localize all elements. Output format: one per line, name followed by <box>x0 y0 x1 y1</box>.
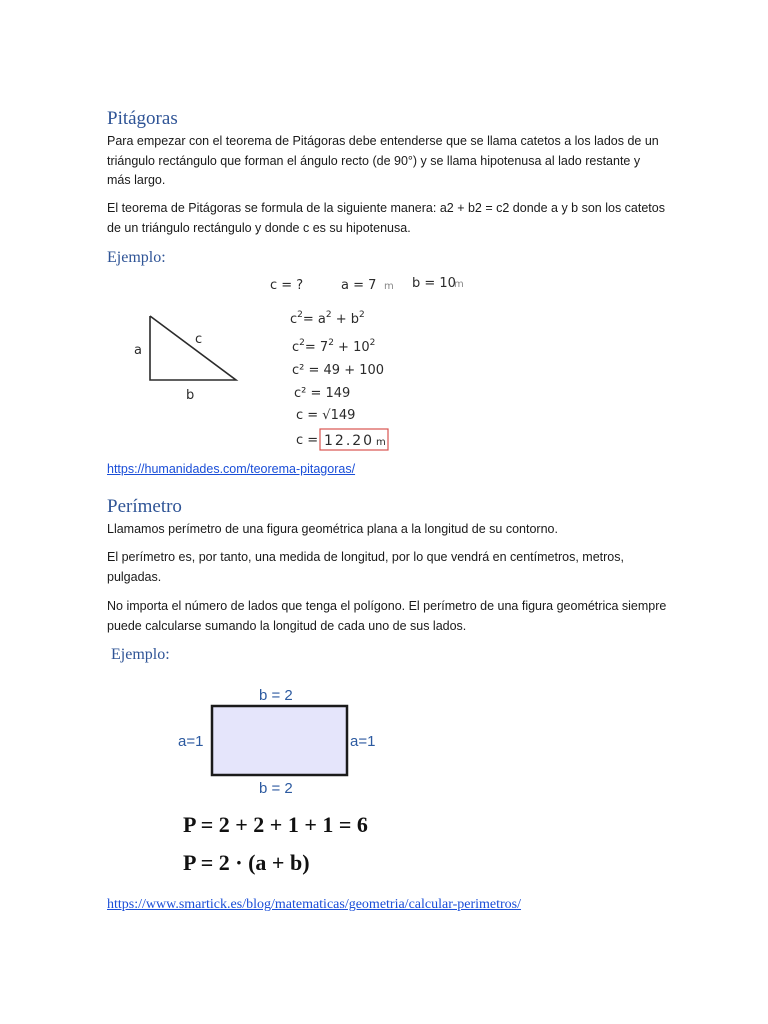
step-3: c² = 49 + 100 <box>292 363 385 378</box>
source-link-perimetro[interactable]: https://www.smartick.es/blog/matematicas/geometria/calcular-perimetros/ <box>107 897 522 912</box>
triangle-side-a: a <box>134 343 142 358</box>
source-link-pitagoras[interactable]: https://humanidades.com/teorema-pitagoras/ <box>107 462 356 476</box>
step-4: c² = 149 <box>294 386 351 401</box>
example-label-perimetro: Ejemplo: <box>111 646 170 663</box>
paragraph-perimetro-units: El perímetro es, por tanto, una medida de longitud, por lo que vendrá en centímetros, metros, pulgadas. <box>107 550 624 584</box>
example-label-pitagoras: Ejemplo: <box>107 249 166 266</box>
formula-perimeter-general: P = 2 · (a + b) <box>183 850 310 875</box>
right-triangle <box>150 316 236 380</box>
step-6-prefix: c = <box>296 433 319 448</box>
paragraph-perimetro-sides: No importa el número de lados que tenga el polígono. El perímetro de una figura geométrica siempre puede calcularse sumando la longitud de cada uno de sus lados. <box>107 599 667 633</box>
pythagoras-example-figure <box>120 268 480 458</box>
result-unit: m <box>376 437 386 448</box>
rectangle-shape <box>212 706 347 775</box>
given-b-unit: m <box>454 279 464 290</box>
triangle-side-b: b <box>186 388 195 403</box>
rectangle-diagram <box>170 682 390 800</box>
step-5: c = √149 <box>296 408 356 423</box>
paragraph-formula: El teorema de Pitágoras se formula de la siguiente manera: a2 + b2 = c2 donde a y b son los catetos de un triángulo rectángulo y donde c es su hipotenusa. <box>107 201 665 235</box>
paragraph-catetos: Para empezar con el teorema de Pitágoras debe entenderse que se llama catetos a los lados de un triángulo rectángulo que forman el ángulo recto (de 90°) y se llama hipotenusa al lado restante y más largo. <box>107 134 659 187</box>
formula-perimeter-sum: P = 2 + 2 + 1 + 1 = 6 <box>183 812 368 837</box>
paragraph-perimetro-definition: Llamamos perímetro de una figura geométrica plana a la longitud de su contorno. <box>107 522 558 536</box>
step-1: $c^2= a^2 + b^2$ <box>290 310 365 327</box>
rect-label-right: a=1 <box>350 733 376 750</box>
given-a-unit: m <box>384 281 394 292</box>
rect-label-bottom: b = 2 <box>259 780 293 797</box>
section-title-pitagoras: Pitágoras <box>107 108 178 129</box>
triangle-side-c: c <box>195 332 203 347</box>
given-c: c = ? <box>270 278 304 293</box>
given-b: b = 10 <box>412 276 456 291</box>
step-2: $c^2= 7^2 + 10^2$ <box>292 338 376 355</box>
result-value: 12.20 <box>324 433 375 449</box>
section-title-perimetro: Perímetro <box>107 496 182 517</box>
given-a: a = 7 <box>341 278 377 293</box>
rect-label-top: b = 2 <box>259 687 293 704</box>
rect-label-left: a=1 <box>178 733 204 750</box>
